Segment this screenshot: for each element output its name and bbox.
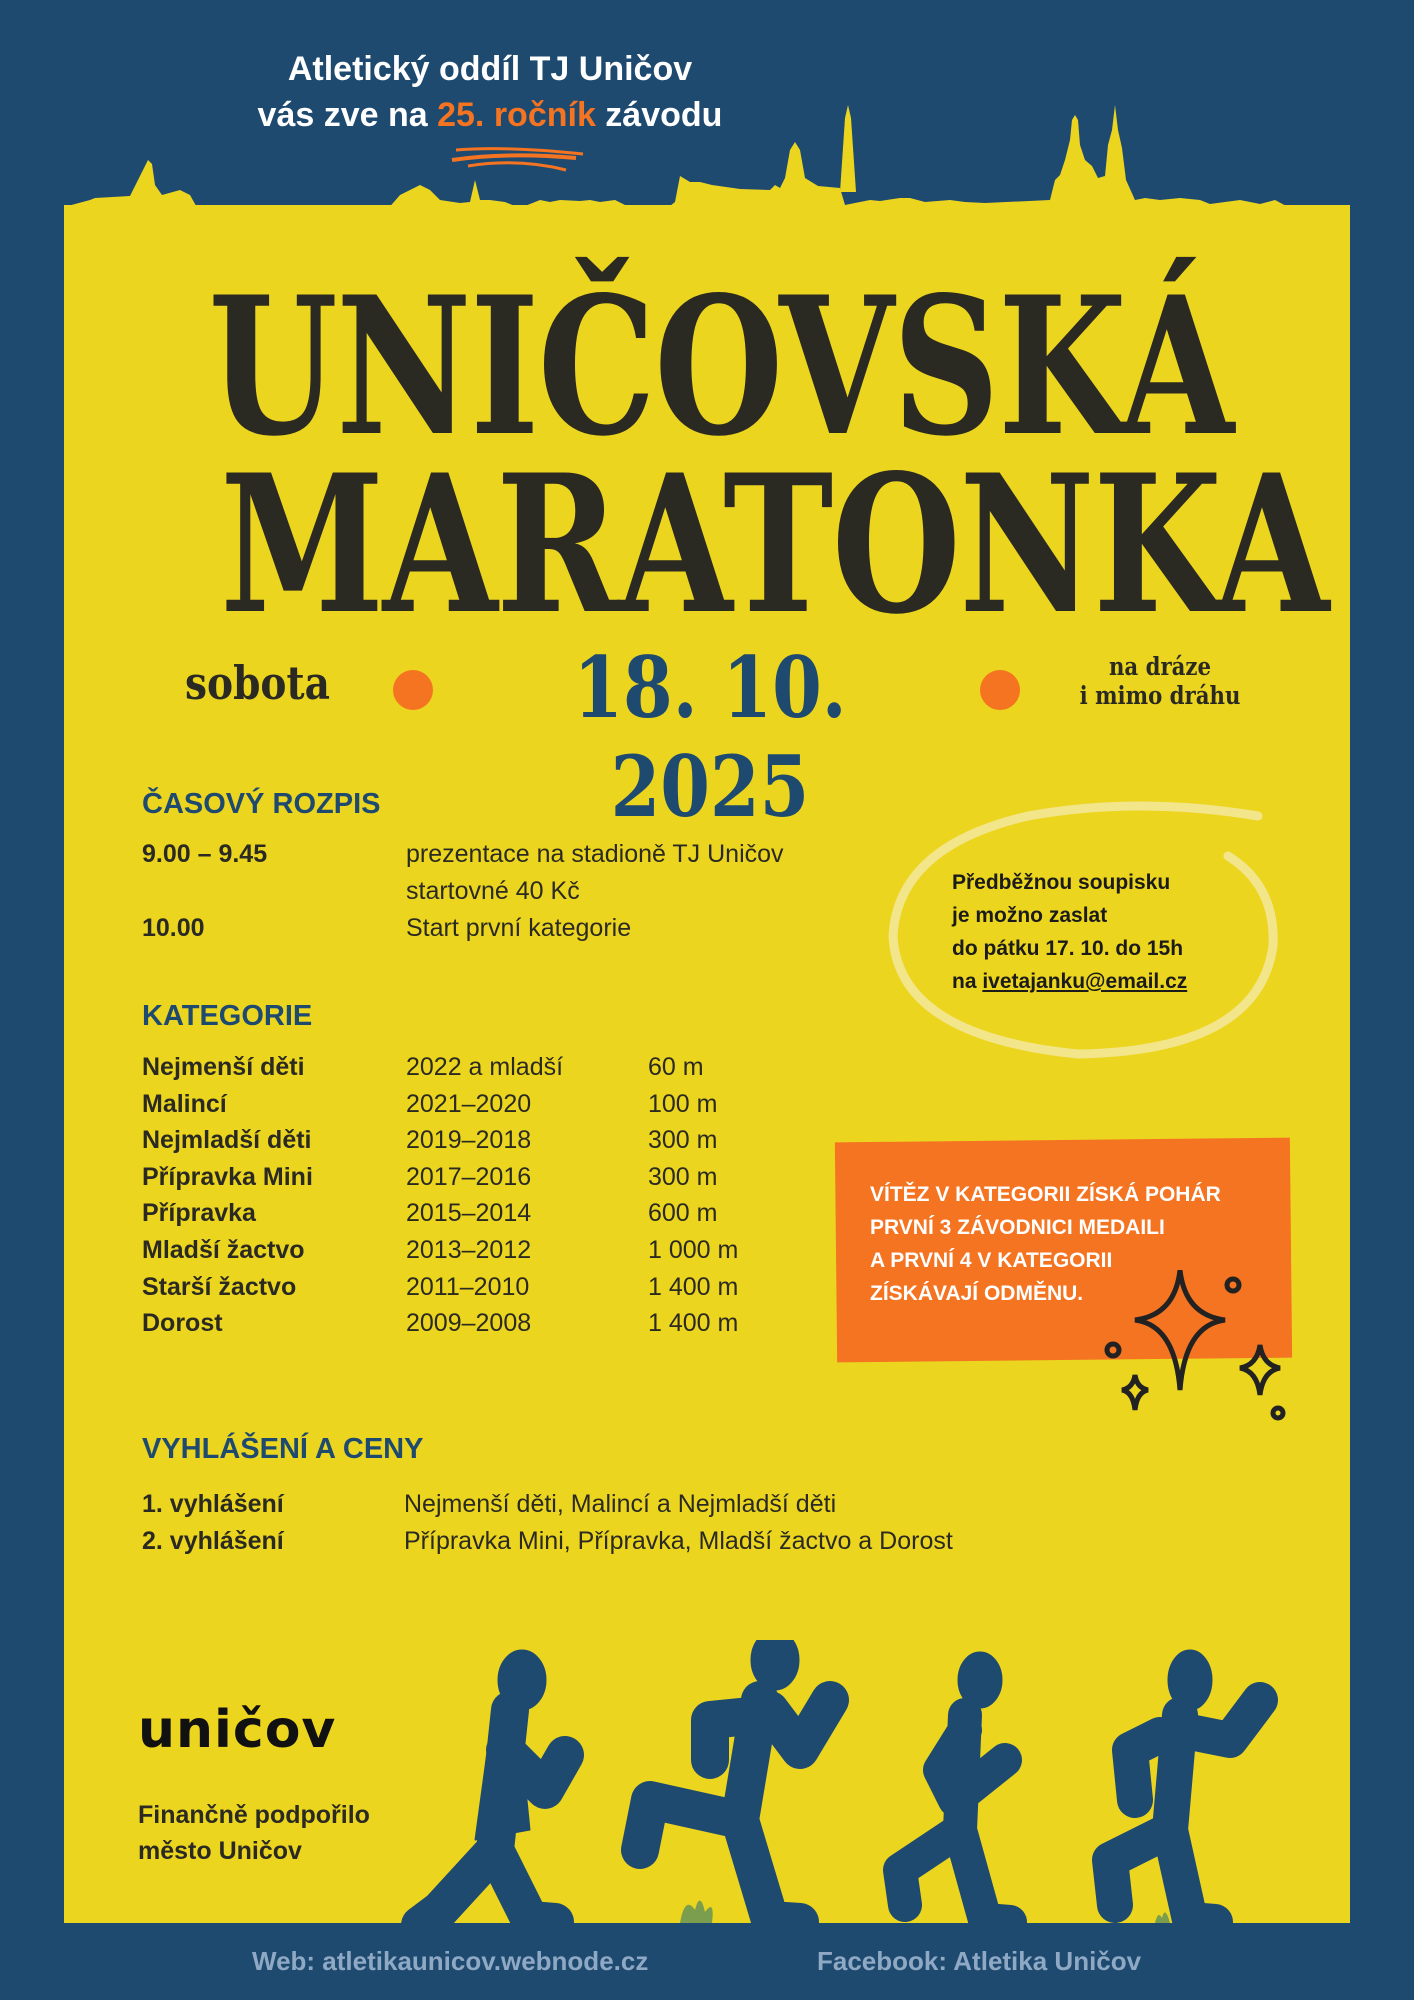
prizes-line: VÍTĚZ V KATEGORII ZÍSKÁ POHÁR bbox=[870, 1183, 1221, 1206]
grass-tuft bbox=[1155, 1913, 1170, 1923]
prizes-line: ZÍSKÁVAJÍ ODMĚNU. bbox=[870, 1282, 1084, 1305]
orange-dot-icon bbox=[980, 670, 1020, 710]
sponsor-text bbox=[138, 1797, 370, 1869]
category-distance: 300 m bbox=[648, 1126, 718, 1155]
schedule-time: 9.00 – 9.45 bbox=[142, 840, 268, 868]
orange-dot-icon bbox=[393, 670, 433, 710]
event-title-line-2 bbox=[64, 433, 1350, 656]
prizes-line: A PRVNÍ 4 V KATEGORII bbox=[870, 1249, 1113, 1272]
category-years: 2009–2008 bbox=[406, 1309, 532, 1338]
category-distance: 1 400 m bbox=[648, 1272, 739, 1301]
category-years: 2019–2018 bbox=[406, 1126, 532, 1155]
place-line: na dráze bbox=[1108, 652, 1212, 681]
note-line: Předběžnou soupisku bbox=[952, 871, 1171, 894]
category-distance: 600 m bbox=[648, 1199, 718, 1228]
category-name: Mladší žactvo bbox=[142, 1236, 305, 1264]
category-distance: 60 m bbox=[648, 1053, 704, 1081]
category-name: Nejmladší děti bbox=[142, 1126, 312, 1155]
registration-note bbox=[952, 866, 1187, 998]
schedule-text: Start první kategorie bbox=[406, 914, 632, 942]
prizes-line: PRVNÍ 3 ZÁVODNICI MEDAILI bbox=[870, 1216, 1165, 1239]
category-name: Malincí bbox=[142, 1089, 227, 1118]
category-years: 2013–2012 bbox=[406, 1236, 532, 1264]
note-line: do pátku 17. 10. do 15h bbox=[952, 937, 1184, 960]
award-label: 2. vyhlášení bbox=[142, 1527, 284, 1555]
email-link[interactable]: ivetajanku@email.cz bbox=[982, 970, 1188, 993]
category-distance: 1 400 m bbox=[648, 1309, 739, 1338]
place-line: i mimo dráhu bbox=[1079, 681, 1241, 710]
category-distance: 300 m bbox=[648, 1162, 718, 1191]
schedule-time: 10.00 bbox=[142, 914, 205, 942]
runners-silhouettes bbox=[380, 1640, 1300, 1930]
event-date: 18. 10. 2025 bbox=[573, 638, 847, 836]
sponsor-line: město Uničov bbox=[138, 1837, 302, 1865]
awards-heading: VYHLÁŠENÍ A CENY bbox=[142, 1433, 424, 1465]
award-text: Nejmenší děti, Malincí a Nejmladší děti bbox=[404, 1490, 837, 1518]
sponsor-line: Finančně podpořilo bbox=[138, 1801, 370, 1829]
category-years: 2021–2020 bbox=[406, 1089, 532, 1118]
header-line-1: Atletický oddíl TJ Uničov bbox=[287, 50, 693, 88]
category-name: Přípravka Mini bbox=[142, 1162, 313, 1191]
sparkle-stars-icon bbox=[1100, 1270, 1300, 1430]
categories-heading: KATEGORIE bbox=[142, 1000, 313, 1032]
edition-accent: 25. ročník bbox=[437, 96, 596, 134]
category-distance: 100 m bbox=[648, 1089, 718, 1118]
orange-brush-underline-icon bbox=[448, 146, 588, 176]
header-text: vás zve na bbox=[257, 96, 438, 134]
category-name: Starší žactvo bbox=[142, 1272, 297, 1301]
runner-2 bbox=[640, 1640, 830, 1922]
category-years: 2015–2014 bbox=[406, 1199, 532, 1228]
schedule-text: prezentace na stadioně TJ Uničov bbox=[406, 840, 784, 868]
header-text: závodu bbox=[595, 96, 723, 134]
category-name: Přípravka bbox=[142, 1199, 256, 1228]
schedule-text: startovné 40 Kč bbox=[406, 877, 580, 905]
day-label: sobota bbox=[185, 656, 330, 710]
schedule-heading: ČASOVÝ ROZPIS bbox=[142, 788, 381, 820]
runner-1 bbox=[420, 1650, 565, 1925]
category-years: 2022 a mladší bbox=[406, 1053, 564, 1081]
title-text: MARATONKA bbox=[220, 433, 1328, 656]
category-years: 2011–2010 bbox=[406, 1272, 530, 1301]
note-text: na bbox=[952, 970, 983, 993]
website-link[interactable]: Web: atletikaunicov.webnode.cz bbox=[252, 1946, 649, 1976]
title-text: UNIČOVSKÁ bbox=[208, 255, 1233, 478]
header-line-2 bbox=[0, 96, 980, 135]
place-label bbox=[1075, 652, 1245, 710]
category-name: Dorost bbox=[142, 1309, 223, 1338]
unicov-logo: uničov bbox=[138, 1700, 337, 1760]
note-line bbox=[952, 965, 1187, 998]
award-label: 1. vyhlášení bbox=[142, 1490, 284, 1518]
runner-4 bbox=[1110, 1650, 1260, 1922]
grass-tuft bbox=[680, 1900, 713, 1923]
award-text: Přípravka Mini, Přípravka, Mladší žactvo a Dorost bbox=[404, 1527, 953, 1555]
category-distance: 1 000 m bbox=[648, 1236, 739, 1264]
note-line: je možno zaslat bbox=[952, 904, 1108, 927]
category-years: 2017–2016 bbox=[406, 1162, 532, 1191]
facebook-link[interactable]: Facebook: Atletika Uničov bbox=[817, 1946, 1142, 1976]
category-name: Nejmenší děti bbox=[142, 1053, 305, 1081]
runner-3 bbox=[900, 1652, 1010, 1922]
